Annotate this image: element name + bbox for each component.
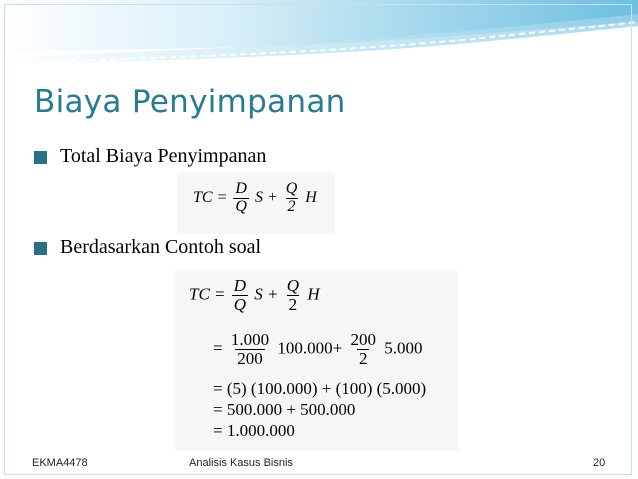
bullet-square-icon: [34, 151, 47, 164]
footer-course-code: EKMA4478: [32, 457, 88, 469]
formula-line: TC = $\frac{D}{Q}$ S + $\frac{Q}{2}$ H: [193, 180, 317, 215]
fraction: $\frac{200}{2}$: [350, 330, 376, 368]
formula-image: [177, 172, 335, 234]
formula-line: = 500.000 + 500.000: [213, 400, 356, 419]
formula-line: = $\frac{1.000}{200}$ 100.000+ $\frac{200}{2}$ 5.000: [213, 330, 423, 368]
fraction: $\frac{D}{Q}$: [235, 180, 247, 215]
fraction: $\frac{1.000}{200}$: [230, 330, 270, 368]
formula-line: = 1.000.000: [213, 421, 295, 440]
bullet-text: Berdasarkan Contoh soal: [60, 236, 262, 258]
fraction: $\frac{Q}{2}$: [286, 276, 300, 314]
bullet-square-icon: [34, 242, 47, 255]
formula-line: TC = $\frac{D}{Q}$ S + $\frac{Q}{2}$ H: [189, 276, 320, 314]
footer-page-number: 20: [593, 457, 606, 469]
fraction: $\frac{D}{Q}$: [233, 276, 247, 314]
fraction: $\frac{Q}{2}$: [285, 180, 298, 215]
footer-course-name: Analisis Kasus Bisnis: [189, 457, 293, 469]
bullet-item: [34, 236, 261, 259]
bullet-item: [34, 145, 266, 168]
worked-example-image: [175, 271, 458, 451]
formula-line: = (5) (100.000) + (100) (5.000): [213, 379, 427, 398]
bullet-text: Total Biaya Penyimpanan: [60, 145, 267, 167]
slide-title: Biaya Penyimpanan: [34, 84, 346, 120]
